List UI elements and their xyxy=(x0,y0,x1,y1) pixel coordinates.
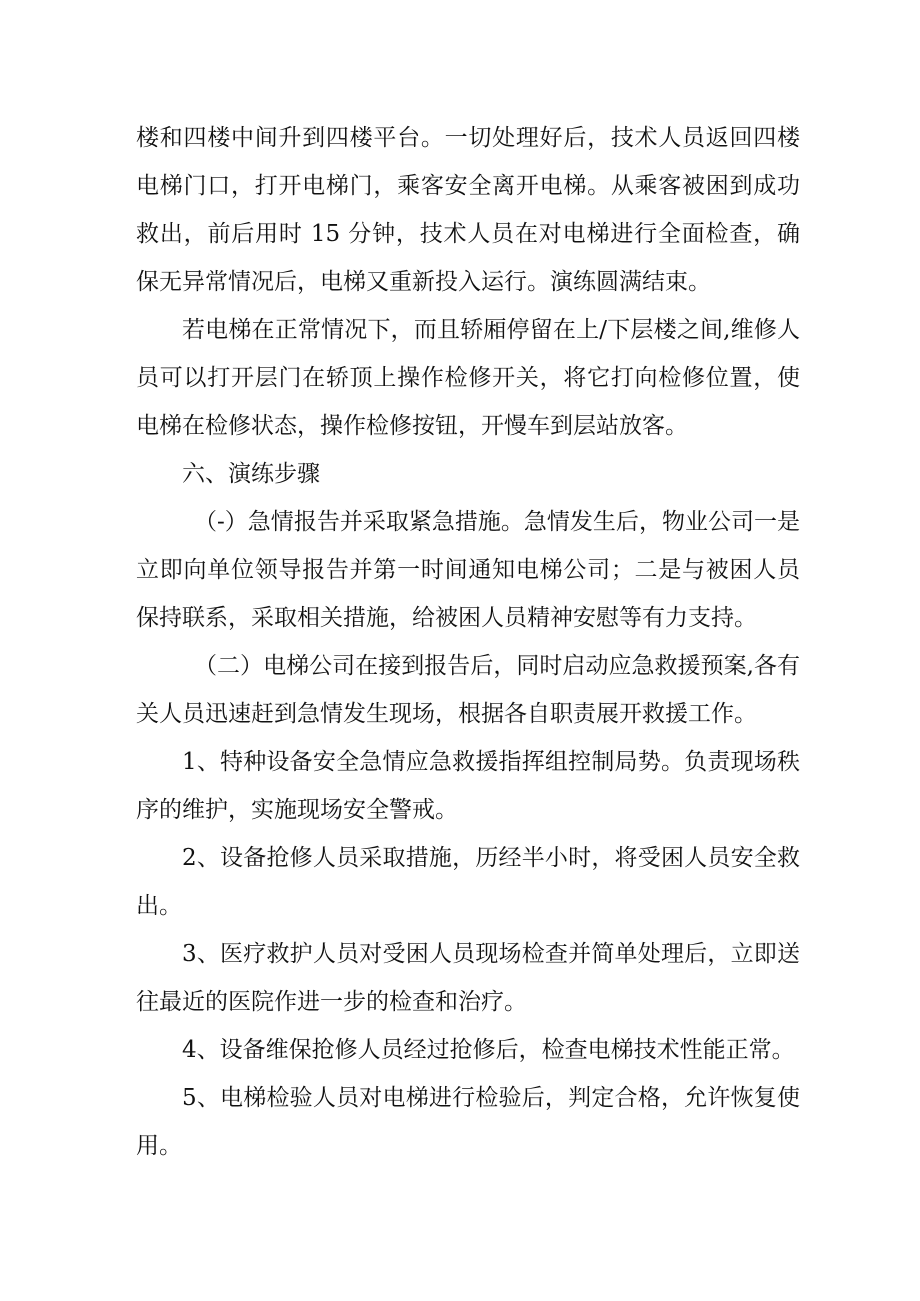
paragraph-step-2-elevator-company: （二）电梯公司在接到报告后，同时启动应急救援预案,各有关人员迅速赶到急情发生现场，根据各自职责展开救援工作。 xyxy=(136,653,800,727)
document-body xyxy=(136,114,800,1170)
list-item-maintenance-check: 4、设备维保抢修人员经过抢修后，检查电梯技术性能正常。 xyxy=(182,1037,795,1063)
paragraph-maintenance-procedure: 若电梯在正常情况下，而且轿厢停留在上/下层楼之间,维修人员可以打开层门在轿顶上操作检修开关，将它打向检修位置，使电梯在检修状态，操作检修按钮，开慢车到层站放客。 xyxy=(136,317,800,439)
paragraph-step-1-emergency-report: （-）急情报告并采取紧急措施。急情发生后，物业公司一是立即向单位领导报告并第一时间通知电梯公司；二是与被困人员保持联系，采取相关措施，给被困人员精神安慰等有力支持。 xyxy=(136,509,800,631)
list-item-command-group: 1、特种设备安全急情应急救援指挥组控制局势。负责现场秩序的维护，实施现场安全警戒。 xyxy=(136,749,800,823)
section-heading-drill-steps: 六、演练步骤 xyxy=(182,461,320,487)
list-item-inspection: 5、电梯检验人员对电梯进行检验后，判定合格，允许恢复使用。 xyxy=(136,1085,800,1159)
list-item-repair-personnel: 2、设备抢修人员采取措施，历经半小时，将受困人员安全救出。 xyxy=(136,845,800,919)
paragraph-drill-conclusion: 楼和四楼中间升到四楼平台。一切处理好后，技术人员返回四楼电梯门口，打开电梯门，乘客安全离开电梯。从乘客被困到成功救出，前后用时 15 分钟，技术人员在对电梯进行全面检查，确保无异常情况后，电梯又重新投入运行。演练圆满结束。 xyxy=(136,125,800,295)
list-item-medical-rescue: 3、医疗救护人员对受困人员现场检查并简单处理后，立即送往最近的医院作进一步的检查和治疗。 xyxy=(136,941,800,1015)
